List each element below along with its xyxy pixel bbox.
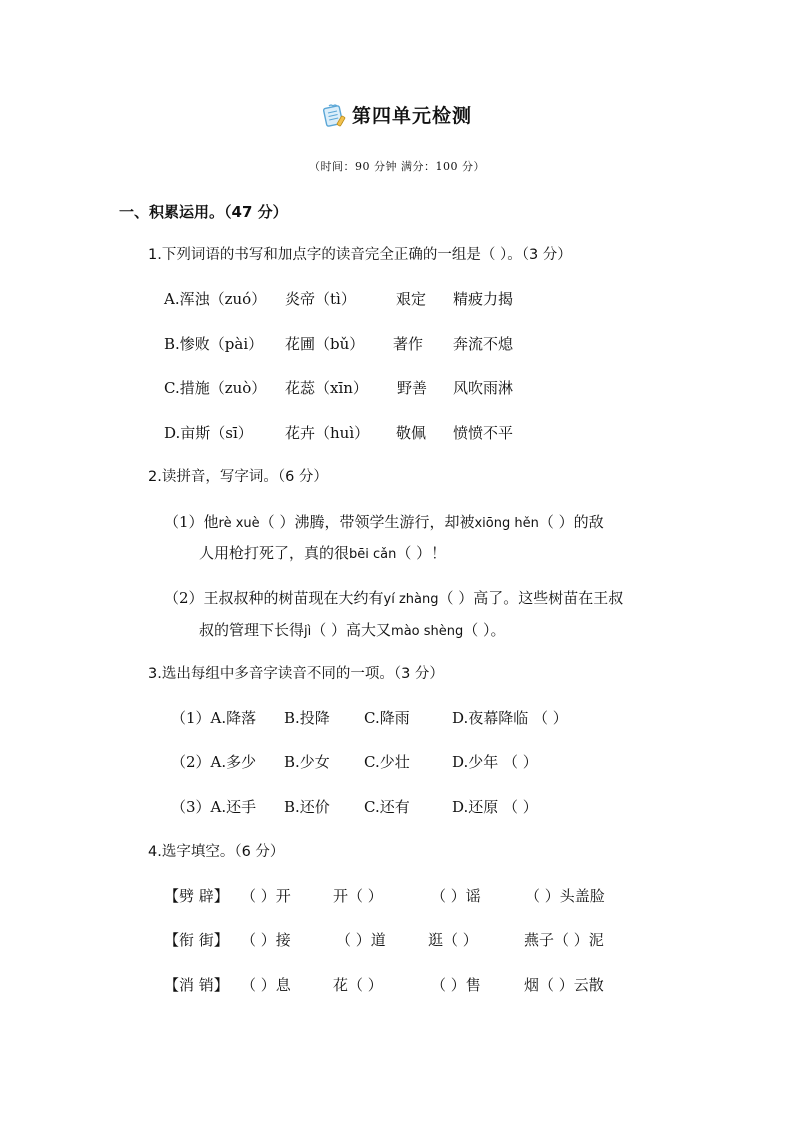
question-3-prompt: 3.选出每组中多音字读音不同的一项。（3 分） — [148, 666, 444, 682]
option-word: 花圃（bǔ） — [285, 335, 365, 353]
q3-option: B.少女 — [284, 753, 330, 771]
text-segment: 叔的管理下长得 — [199, 621, 305, 639]
q4-blank: （ ）息 — [241, 976, 291, 994]
option-word: 花蕊（xīn） — [285, 379, 368, 397]
q3-option: （3）A.还手 — [171, 798, 257, 816]
text-segment: （ ）！ — [396, 544, 447, 562]
section-heading: 一、积累运用。（47 分） — [119, 203, 288, 221]
pinyin: rè xuè — [218, 516, 260, 531]
pinyin: mào shèng — [391, 624, 464, 639]
q3-option: C.降雨 — [364, 709, 410, 727]
notepad-icon — [322, 102, 348, 128]
q4-blank: 逛（ ） — [428, 931, 478, 949]
option-word: 艰定 — [396, 290, 427, 308]
q3-option: D.少年 （ ） — [452, 753, 538, 771]
option-word: D.亩斯（sī） — [164, 424, 253, 442]
q4-blank: 花（ ） — [333, 976, 383, 994]
q3-option: B.投降 — [284, 709, 330, 727]
pinyin: yí zhàng — [383, 592, 439, 607]
text-segment: （ ）高大又 — [311, 621, 392, 639]
q2-item-1-line-2 — [199, 546, 446, 561]
q4-blank: （ ）售 — [431, 976, 481, 994]
option-word: 风吹雨淋 — [453, 379, 514, 397]
option-word: 精疲力揭 — [453, 290, 514, 308]
pinyin: bēi cǎn — [349, 547, 397, 562]
question-1-prompt: 1.下列词语的书写和加点字的读音完全正确的一组是（ ）。（3 分） — [148, 247, 572, 263]
q4-blank: 开（ ） — [333, 887, 383, 905]
q2-item-2-line-2 — [199, 623, 506, 638]
option-word: C.措施（zuò） — [164, 379, 267, 397]
title-group — [322, 101, 472, 128]
option-word: 野善 — [397, 379, 428, 397]
option-word: 愤愤不平 — [453, 424, 514, 442]
option-word: 花卉（huì） — [285, 424, 370, 442]
exam-info: （时间：90 分钟 满分：100 分） — [309, 160, 485, 173]
text-segment: （2）王叔叔种的树苗现在大约有 — [164, 589, 384, 607]
q3-option: C.还有 — [364, 798, 410, 816]
text-segment: （1）他 — [164, 513, 219, 531]
q4-blank: 燕子（ ）泥 — [524, 931, 604, 949]
q4-blank: （ ）谣 — [431, 887, 481, 905]
text-segment: （ ）的敌 — [538, 513, 604, 531]
pinyin: xiōng hěn — [474, 516, 539, 531]
title-area — [0, 101, 794, 132]
q2-item-1-line-1 — [164, 515, 604, 530]
option-word: B.惨败（pài） — [164, 335, 264, 353]
question-4-prompt: 4.选字填空。（6 分） — [148, 844, 285, 860]
text-segment: （ ）高了。这些树苗在王叔 — [438, 589, 624, 607]
q3-option: B.还价 — [284, 798, 330, 816]
option-word: 炎帝（tì） — [285, 290, 356, 308]
q3-option: D.夜幕降临 （ ） — [452, 709, 568, 727]
pinyin: jì — [304, 624, 312, 639]
text-segment: 人用枪打死了，真的很 — [199, 544, 350, 562]
option-word: A.浑浊（zuó） — [164, 290, 267, 308]
option-word: 敬佩 — [396, 424, 427, 442]
question-2-prompt: 2.读拼音，写字词。（6 分） — [148, 469, 328, 485]
q3-option: D.还原 （ ） — [452, 798, 538, 816]
page-title: 第四单元检测 — [351, 105, 472, 127]
q2-item-2-line-1 — [164, 591, 623, 606]
option-word: 著作 — [393, 335, 424, 353]
q3-option: C.少壮 — [364, 753, 410, 771]
q4-char-pair: 【衔 街】 — [164, 931, 229, 949]
q4-blank: （ ）道 — [336, 931, 386, 949]
q3-option: （1）A.降落 — [171, 709, 257, 727]
text-segment: （ ）沸腾，带领学生游行，却被 — [259, 513, 475, 531]
q3-option: （2）A.多少 — [171, 753, 257, 771]
q4-char-pair: 【消 销】 — [164, 976, 229, 994]
text-segment: （ ）。 — [463, 621, 506, 639]
option-word: 奔流不熄 — [453, 335, 514, 353]
q4-blank: （ ）开 — [241, 887, 291, 905]
q4-blank: 烟（ ）云散 — [524, 976, 604, 994]
q4-blank: （ ）头盖脸 — [525, 887, 605, 905]
q4-char-pair: 【劈 辟】 — [164, 887, 229, 905]
q4-blank: （ ）接 — [241, 931, 291, 949]
